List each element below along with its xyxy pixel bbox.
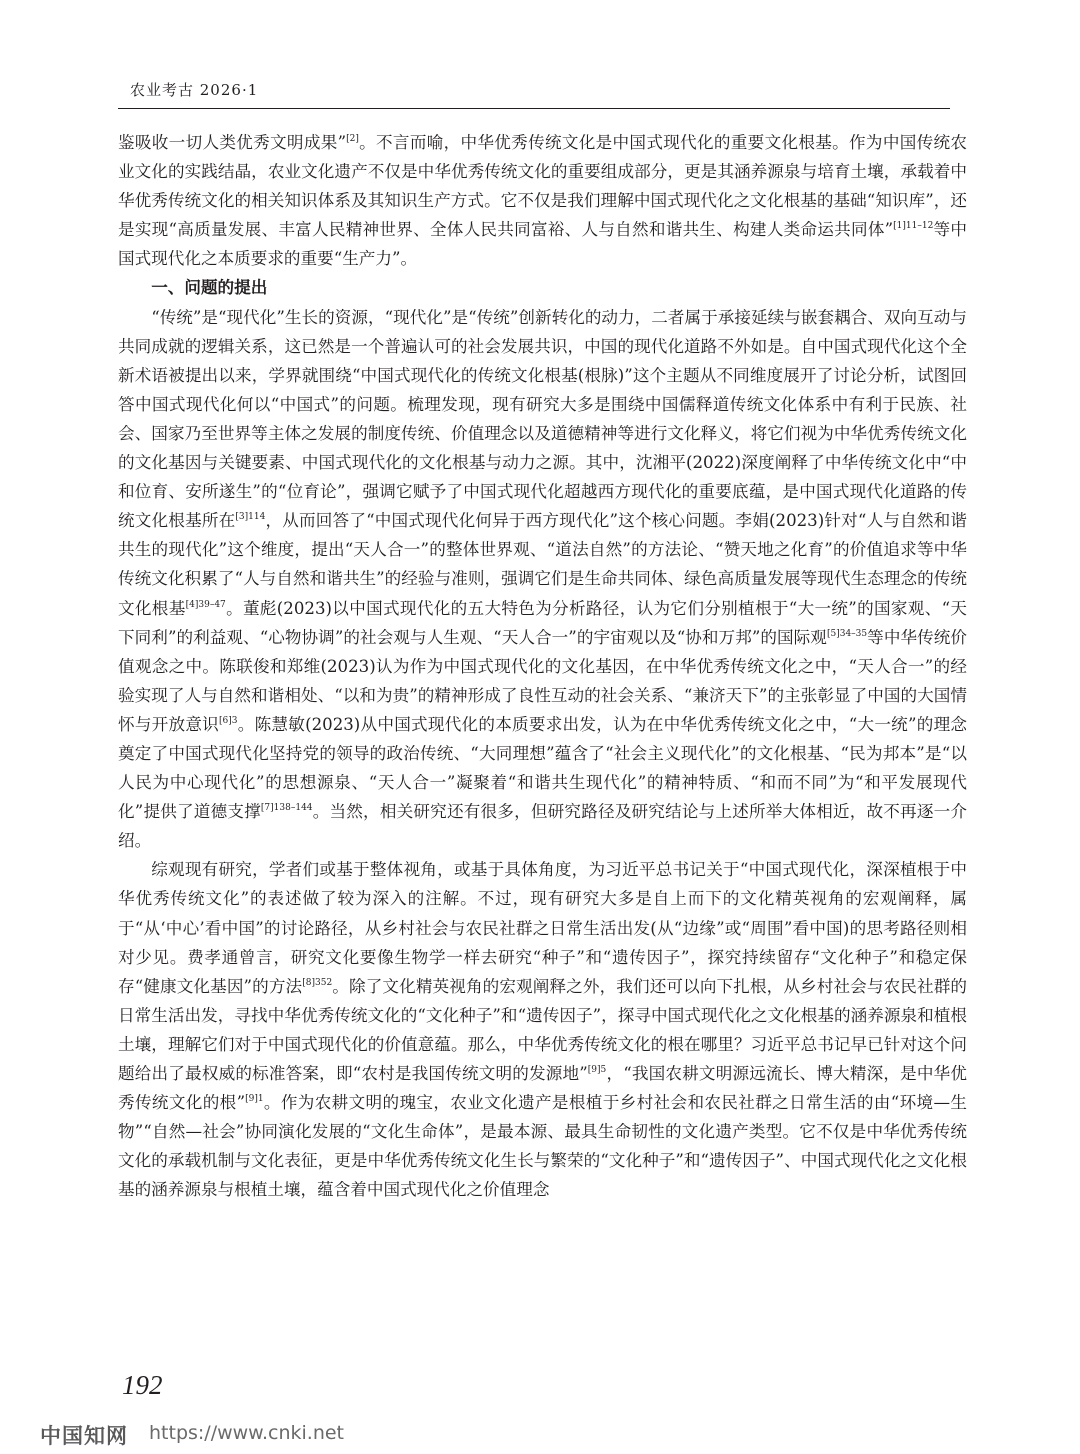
- citation-ref[interactable]: [3]114: [235, 512, 266, 523]
- citation-ref[interactable]: [2]: [346, 134, 359, 144]
- citation-ref[interactable]: [5]34–35: [826, 628, 868, 639]
- text-run: “传统”是“现代化”生长的资源，“现代化”是“传统”创新转化的动力，二者属于承接延续与嵌套耦合、双向互动与共同成就的逻辑关系，这已然是一个普遍认可的社会发展共识，中国的现代化道路不外如是。自中国式现代化这个全新术语被提出以来，学界就围绕“中国式现代化的传统文化根基(根脉)”这个主题从不同维度展开了讨论分析，试图回答中国式现代化何以“中国式”的问题。梳理发现，现有研究大多是围绕中国儒释道传统文化体系中有利于民族、社会、国家乃至世界等主体之发展的制度传统、价值理念以及道德精神等进行文化释义，将它们视为中华优秀传统文化的文化基因与关键要素、中国式现代化的文化根基与动力之源。其中，沈湘平(2022)深度阐释了中华传统文化中“中和位育、安所遂生”的“位育论”，强调它赋予了中国式现代化超越西方现代化的重要底蕴，是中国式现代化道路的传统文化根基所在: [118, 307, 967, 531]
- text-run: 。作为农耕文明的瑰宝，农业文化遗产是根植于乡村社会和农民社群之日常生活的由“环境—生物”“自然—社会”协同演化发展的“文化生命体”，是最本源、最具生命韧性的文化遗产类型。它不仅是中华优秀传统文化的承载机制与文化表征，更是中华优秀传统文化生长与繁荣的“文化种子”和“遗传因子”、中国式现代化之文化根基的涵养源泉与根植土壤，蕴含着中国式现代化之价值理念: [118, 1093, 967, 1200]
- text-run: 。陈慧敏(2023)从中国式现代化的本质要求出发，认为在中华优秀传统文化之中，“大一统”的理念奠定了中国式现代化坚持党的领导的政治传统、“大同理想”蕴含了“社会主义现代化”的文化根基、“民为邦本”是“以人民为中心现代化”的思想源泉、“天人合一”凝聚着“和谐共生现代化”的精神特质、“和而不同”为“和平发展现代化”提供了道德支撑: [118, 714, 967, 822]
- citation-ref[interactable]: [9]5: [587, 1065, 607, 1075]
- text-run: 。除了文化精英视角的宏观阐释之外，我们还可以向下扎根，从乡村社会与农民社群的日常生活出发，寻找中华优秀传统文化的“文化种子”和“遗传因子”，探寻中国式现代化之文化根基的涵养源泉和植根土壤，理解它们对于中国式现代化的价值意蕴。那么，中华优秀传统文化的根在哪里？习近平总书记早已针对这个问题给出了最权威的标准答案，即“农村是我国传统文明的发源地”: [118, 976, 967, 1083]
- paragraph: [118, 303, 967, 856]
- page-number: 192: [122, 1370, 163, 1400]
- citation-ref[interactable]: [8]352: [302, 977, 333, 988]
- text-run: 。当然，相关研究还有很多，但研究路径及研究结论与上述所举大体相近，故不再逐一介绍。: [118, 802, 967, 851]
- text-run: 鉴吸收一切人类优秀文明成果”: [118, 133, 347, 152]
- header-rule: [118, 108, 950, 109]
- text-run: 综观现有研究，学者们或基于整体视角，或基于具体角度，为习近平总书记关于“中国式现代化，深深植根于中华优秀传统文化”的表述做了较为深入的注解。不过，现有研究大多是自上而下的文化精英视角的宏观阐释，属于“从‘中心’看中国”的讨论路径，从乡村社会与农民社群之日常生活出发(从“边缘”或“周围”看中国)的思考路径则相对少见。费孝通曾言，研究文化要像生物学一样去研究“种子”和“遗传因子”，探究持续留存“文化种子”和稳定保存“健康文化基因”的方法: [118, 860, 967, 996]
- citation-ref[interactable]: [9]1: [245, 1094, 264, 1105]
- paragraph: [118, 855, 967, 1204]
- text-run: 。不言而喻，中华优秀传统文化是中国式现代化的重要文化根基。作为中国传统农业文化的实践结晶，农业文化遗产不仅是中华优秀传统文化的重要组成部分，更是其涵养源泉与培育土壤，承载着中华优秀传统文化的相关知识体系及其知识生产方式。它不仅是我们理解中国式现代化之文化根基的基础“知识库”，还是实现“高质量发展、丰富人民精神世界、全体人民共同富裕、人与自然和谐共生、构建人类命运共同体”: [118, 133, 967, 240]
- citation-ref[interactable]: [1]11–12: [893, 221, 934, 232]
- text-run: ，“我国农耕文明源远流长、博大精深，是中华优秀传统文化的根”: [118, 1064, 967, 1113]
- cnki-logo: 中国知网: [40, 1424, 128, 1448]
- paragraph-continued: [118, 128, 967, 273]
- text-run: ，从而回答了“中国式现代化何异于西方现代化”这个核心问题。李娟(2023)针对“人与自然和谐共生的现代化”这个维度，提出“天人合一”的整体世界观、“道法自然”的方法论、“赞天地之化育”的价值追求等中华传统文化积累了“人与自然和谐共生”的经验与准则，强调它们是生命共同体、绿色高质量发展等现代生态理念的传统文化根基: [118, 511, 968, 618]
- text-run: 等中国式现代化之本质要求的重要“生产力”。: [118, 220, 967, 269]
- text-run: 。董彪(2023)以中国式现代化的五大特色为分析路径，认为它们分别植根于“大一统”的国家观、“天下同利”的利益观、“心物协调”的社会观与人生观、“天人合一”的宇宙观以及“协和万邦”的国际观: [118, 598, 967, 647]
- running-header: 农业考古 2026·1: [130, 81, 259, 99]
- watermark-footer: [40, 1420, 1040, 1454]
- text-run: 等中华传统价值观念之中。陈联俊和郑维(2023)认为作为中国式现代化的文化基因，在中华优秀传统文化之中，“天人合一”的经验实现了人与自然和谐相处、“以和为贵”的精神形成了良性互动的社会关系、“兼济天下”的主张彰显了中国的大国情怀与开放意识: [118, 627, 968, 734]
- citation-ref[interactable]: [4]39–47: [185, 599, 226, 610]
- section-heading: 一、问题的提出: [151, 278, 268, 298]
- citation-ref[interactable]: [6]3: [219, 715, 238, 726]
- citation-ref[interactable]: [7]138–144: [260, 803, 313, 814]
- cnki-url[interactable]: https://www.cnki.net: [149, 1422, 345, 1444]
- article-body: [118, 128, 967, 1204]
